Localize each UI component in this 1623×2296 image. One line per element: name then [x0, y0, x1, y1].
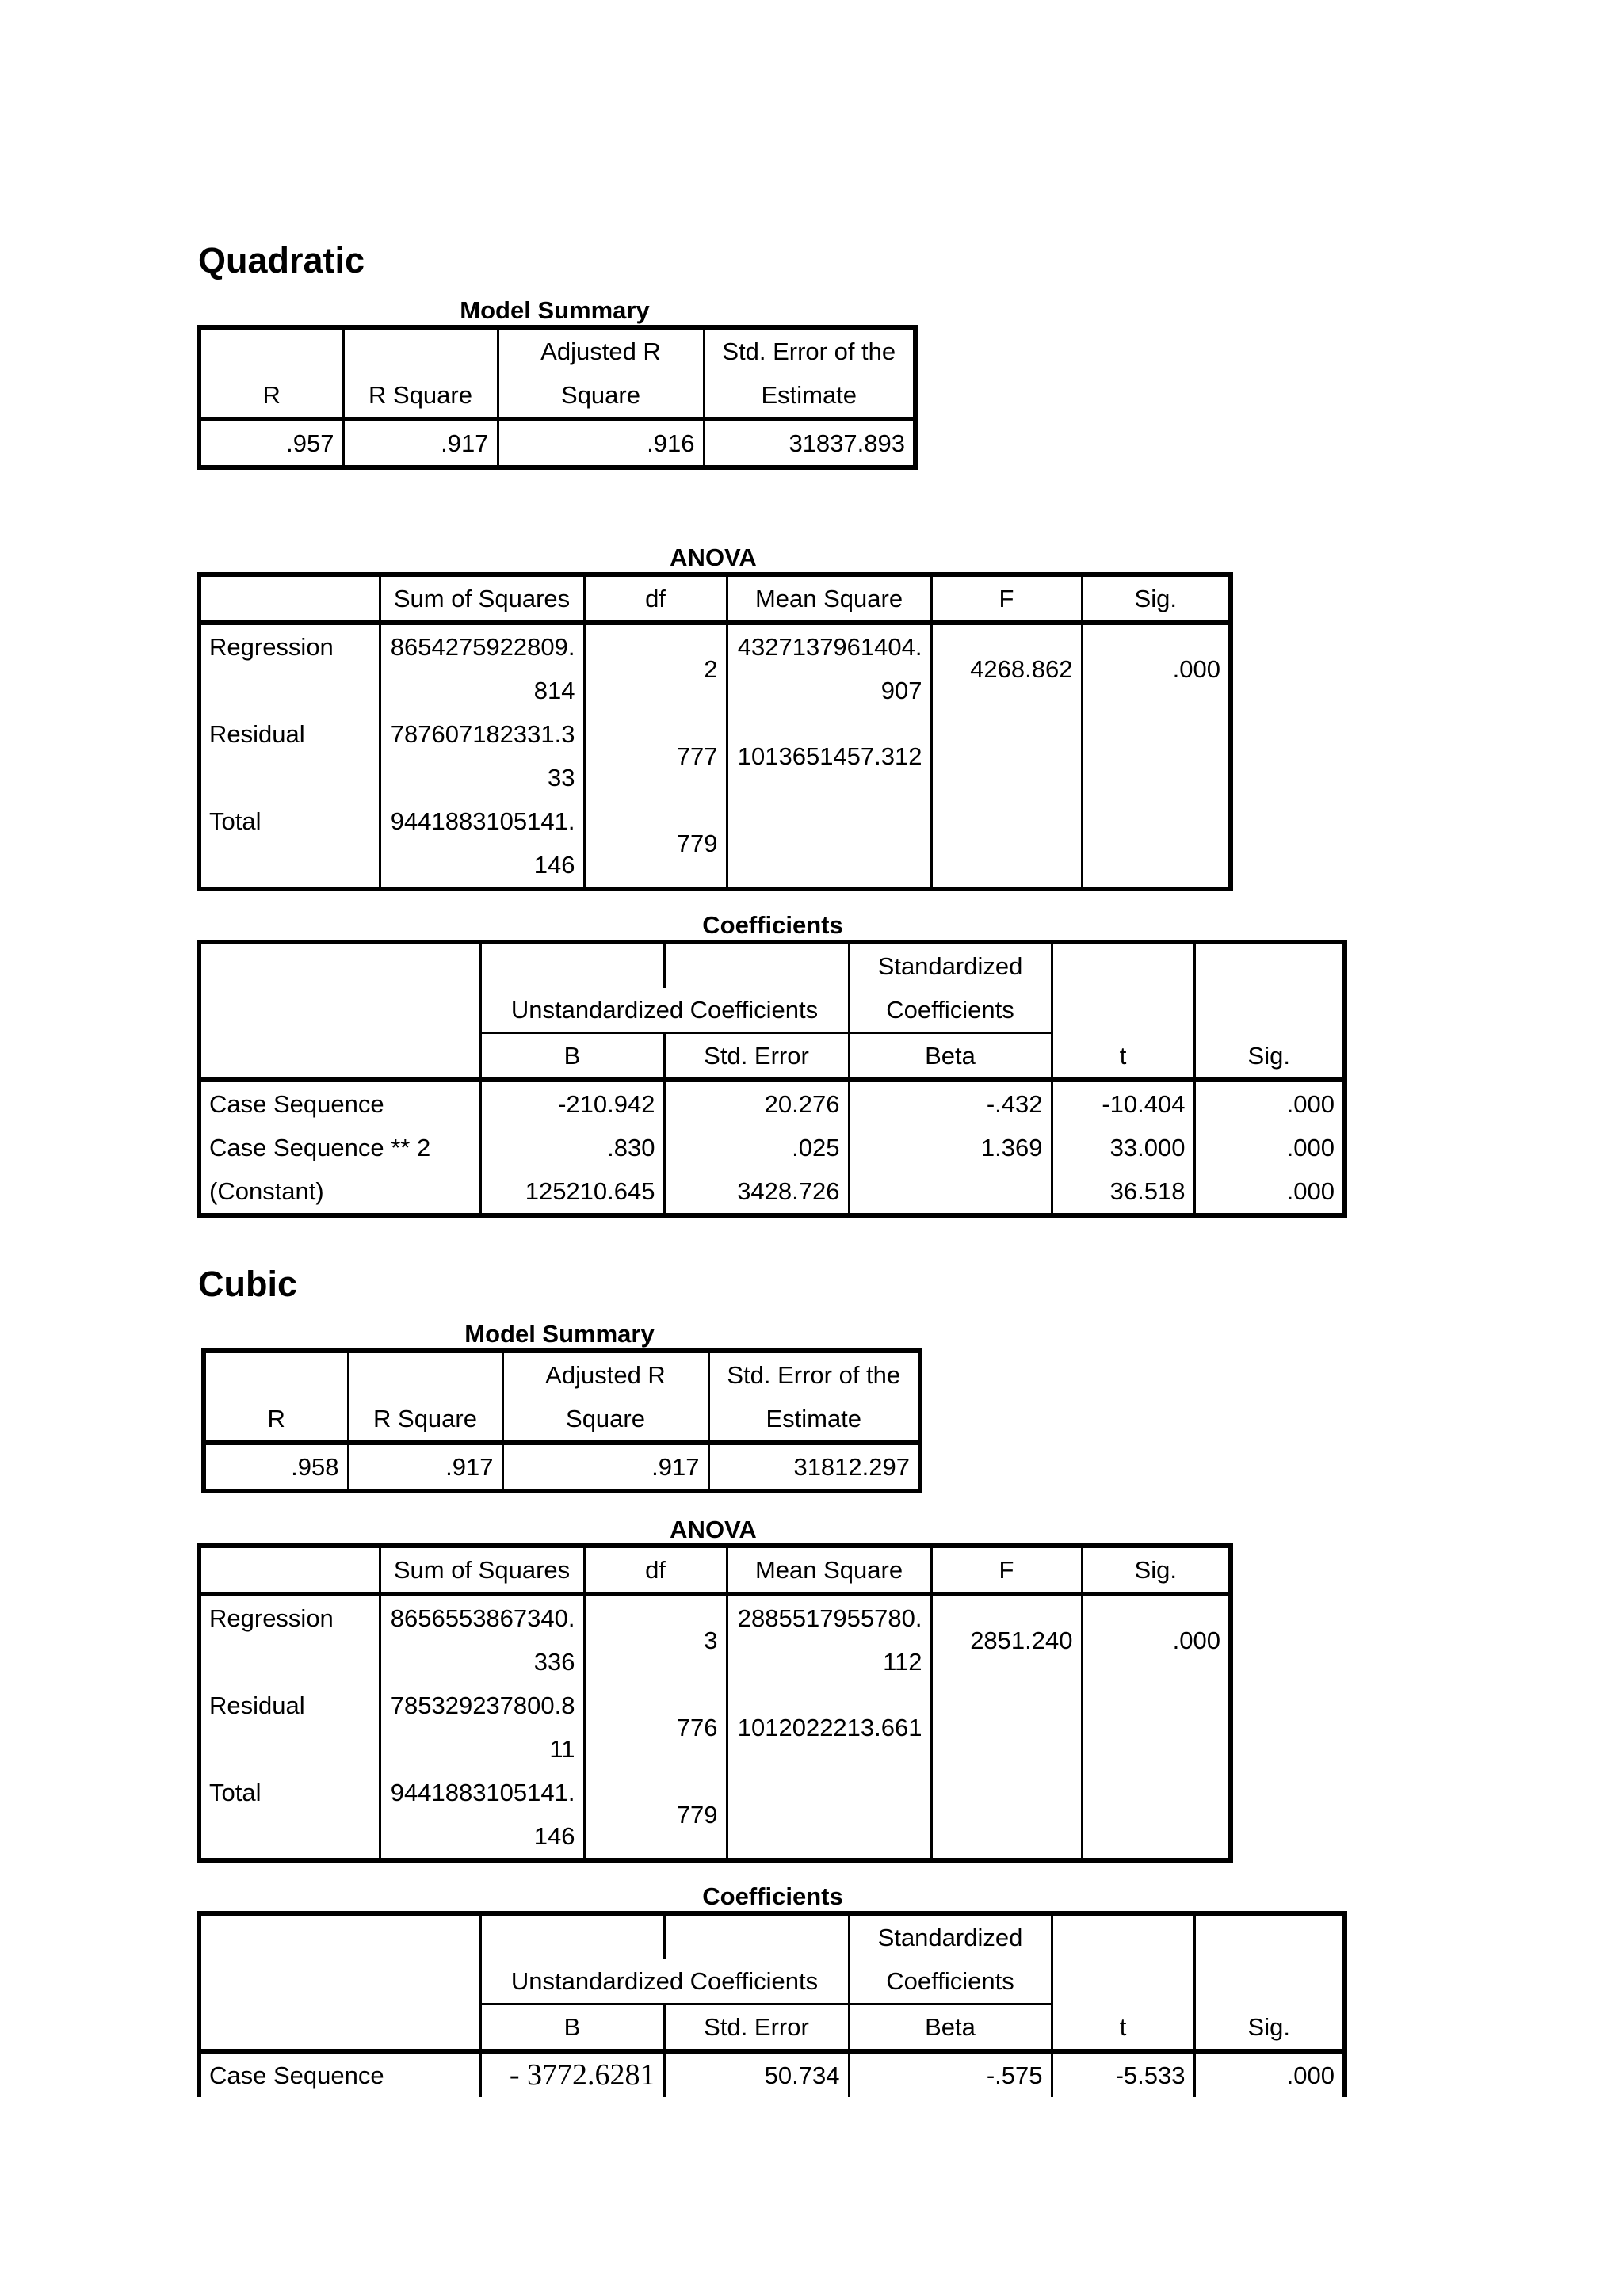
cell-df: 3 — [584, 1594, 727, 1684]
quadratic-anova-caption: ANOVA — [670, 543, 757, 571]
cell-adjusted-r-square: .916 — [498, 419, 704, 467]
table-row — [199, 1684, 1231, 1771]
row-label: (Constant) — [199, 1169, 480, 1215]
table-row — [199, 623, 1231, 712]
row-label-total: Total — [199, 799, 380, 889]
cell-sig: .000 — [1082, 623, 1231, 712]
row-label: Case Sequence — [199, 1080, 480, 1126]
col-header-mean-square: Mean Square — [727, 1546, 931, 1594]
col-header-unstandardized-coefficients: Unstandardized Coefficients — [480, 1959, 849, 2004]
cell-std-error: 3428.726 — [664, 1169, 849, 1215]
col-header-r-square: R Square — [348, 1397, 502, 1443]
cell-b: .830 — [480, 1126, 664, 1169]
cell-t: 33.000 — [1052, 1126, 1194, 1169]
cell-std-error: 31837.893 — [704, 419, 915, 467]
cubic-model-summary-table — [201, 1348, 922, 1493]
quadratic-model-summary-table — [197, 325, 918, 470]
cell-sum-of-squares: 8654275922809. — [390, 633, 575, 661]
cell-mean-square-wrap: 907 — [880, 677, 922, 704]
col-header-std-error: Std. Error of the — [704, 327, 915, 373]
cell-r: .958 — [204, 1443, 348, 1491]
cell-sum-of-squares: 8656553867340. — [390, 1604, 575, 1632]
col-header-b: B — [480, 1033, 664, 1081]
cell-beta: -.432 — [849, 1080, 1052, 1126]
col-header-mean-square: Mean Square — [727, 574, 931, 623]
col-header-square: Square — [498, 373, 704, 419]
cubic-coefficients-table — [197, 1911, 1347, 2097]
col-header-std-error: Std. Error of the — [708, 1351, 920, 1397]
col-header-estimate: Estimate — [704, 373, 915, 419]
col-header-coefficients: Coefficients — [849, 1959, 1052, 2004]
cell-df: 779 — [584, 1771, 727, 1860]
col-header-std-error: Std. Error — [664, 1033, 849, 1081]
col-header-estimate: Estimate — [708, 1397, 920, 1443]
col-header-r: R — [204, 1397, 348, 1443]
col-header-r: R — [199, 373, 343, 419]
row-label-regression: Regression — [199, 623, 380, 712]
table-row — [199, 1080, 1345, 1126]
cell-sig: .000 — [1194, 1126, 1345, 1169]
cubic-anova-table — [197, 1543, 1233, 1863]
col-header-standardized: Standardized — [849, 1913, 1052, 1959]
col-header-standardized: Standardized — [849, 942, 1052, 988]
cell-beta: 1.369 — [849, 1126, 1052, 1169]
table-row — [199, 712, 1231, 799]
cell-adjusted-r-square: .917 — [502, 1443, 708, 1491]
col-header-square: Square — [502, 1397, 708, 1443]
cell-t: 36.518 — [1052, 1169, 1194, 1215]
col-header-beta: Beta — [849, 2004, 1052, 2052]
col-header-adjusted-r: Adjusted R — [498, 327, 704, 373]
cell-df: 777 — [584, 712, 727, 799]
cell-sum-of-squares-wrap: 814 — [533, 677, 575, 704]
cell-mean-square: 1013651457.312 — [727, 712, 931, 799]
col-header-b: B — [480, 2004, 664, 2052]
quadratic-coefficients-table — [197, 940, 1347, 1218]
cubic-anova-caption: ANOVA — [670, 1516, 757, 1543]
cell-std-error: .025 — [664, 1126, 849, 1169]
cell-std-error: 50.734 — [664, 2051, 849, 2097]
quadratic-coefficients-caption: Coefficients — [702, 911, 843, 939]
cell-sum-of-squares: 785329237800.8 — [390, 1691, 575, 1719]
cell-df: 779 — [584, 799, 727, 889]
cell-b: -210.942 — [480, 1080, 664, 1126]
cell-beta: -.575 — [849, 2051, 1052, 2097]
table-row — [199, 1594, 1231, 1684]
cell-std-error: 20.276 — [664, 1080, 849, 1126]
cell-mean-square: 2885517955780. — [737, 1604, 922, 1632]
col-header-df: df — [584, 574, 727, 623]
col-header-t: t — [1052, 1033, 1194, 1081]
col-header-f: F — [931, 1546, 1082, 1594]
cell-r: .957 — [199, 419, 343, 467]
cell-r-square: .917 — [343, 419, 498, 467]
cell-sum-of-squares-wrap: 33 — [548, 764, 575, 791]
cell-b: - 3772.6281 — [480, 2051, 664, 2097]
col-header-sum-of-squares: Sum of Squares — [380, 1546, 584, 1594]
col-header-adjusted-r: Adjusted R — [502, 1351, 708, 1397]
quadratic-heading: Quadratic — [198, 240, 365, 280]
col-header-std-error: Std. Error — [664, 2004, 849, 2052]
row-label: Case Sequence — [199, 2051, 480, 2097]
table-row — [199, 1169, 1345, 1215]
row-label-total: Total — [199, 1771, 380, 1860]
col-header-sig: Sig. — [1082, 1546, 1231, 1594]
anova-header-row — [199, 574, 1231, 623]
cubic-heading: Cubic — [198, 1264, 298, 1304]
cell-t: -5.533 — [1052, 2051, 1194, 2097]
col-header-sig: Sig. — [1194, 1033, 1345, 1081]
col-header-unstandardized-coefficients: Unstandardized Coefficients — [480, 988, 849, 1033]
table-row — [199, 419, 915, 467]
cell-sum-of-squares: 9441883105141. — [390, 1779, 575, 1806]
cell-std-error: 31812.297 — [708, 1443, 920, 1491]
col-header-beta: Beta — [849, 1033, 1052, 1081]
cell-f: 4268.862 — [931, 623, 1082, 712]
cell-sum-of-squares-wrap: 146 — [533, 851, 575, 879]
quadratic-model-summary-caption: Model Summary — [460, 296, 650, 324]
cell-b: 125210.645 — [480, 1169, 664, 1215]
cell-sig: .000 — [1194, 2051, 1345, 2097]
cell-f: 2851.240 — [931, 1594, 1082, 1684]
quadratic-anova-table — [197, 572, 1233, 891]
table-row — [204, 1443, 920, 1491]
row-label-residual: Residual — [199, 712, 380, 799]
row-label-regression: Regression — [199, 1594, 380, 1684]
row-label-residual: Residual — [199, 1684, 380, 1771]
col-header-t: t — [1052, 2004, 1194, 2052]
col-header-sum-of-squares: Sum of Squares — [380, 574, 584, 623]
table-row — [199, 799, 1231, 889]
cell-sig: .000 — [1194, 1080, 1345, 1126]
col-header-sig: Sig. — [1194, 2004, 1345, 2052]
cubic-coefficients-caption: Coefficients — [702, 1882, 843, 1910]
col-header-r-square: R Square — [343, 373, 498, 419]
cell-mean-square: 4327137961404. — [737, 633, 922, 661]
cell-r-square: .917 — [348, 1443, 502, 1491]
col-header-df: df — [584, 1546, 727, 1594]
cubic-model-summary-caption: Model Summary — [464, 1320, 655, 1348]
model-summary-header-row-1 — [199, 327, 915, 373]
cell-sum-of-squares: 9441883105141. — [390, 807, 575, 835]
cell-sig: .000 — [1082, 1594, 1231, 1684]
cell-mean-square-wrap: 112 — [883, 1648, 922, 1676]
cell-t: -10.404 — [1052, 1080, 1194, 1126]
cell-sum-of-squares: 787607182331.3 — [390, 720, 575, 748]
cell-sum-of-squares-wrap: 146 — [533, 1822, 575, 1850]
cell-sum-of-squares-wrap: 336 — [533, 1648, 575, 1676]
table-row — [199, 2051, 1345, 2097]
col-header-sig: Sig. — [1082, 574, 1231, 623]
cell-sig: .000 — [1194, 1169, 1345, 1215]
cell-sum-of-squares-wrap: 11 — [549, 1735, 575, 1763]
table-row — [199, 1771, 1231, 1860]
cell-df: 2 — [584, 623, 727, 712]
model-summary-header-row-2 — [199, 373, 915, 419]
cell-df: 776 — [584, 1684, 727, 1771]
row-label: Case Sequence ** 2 — [199, 1126, 480, 1169]
table-row — [199, 1126, 1345, 1169]
col-header-f: F — [931, 574, 1082, 623]
cell-mean-square: 1012022213.661 — [727, 1684, 931, 1771]
col-header-coefficients: Coefficients — [849, 988, 1052, 1033]
cell-beta — [849, 1169, 1052, 1215]
